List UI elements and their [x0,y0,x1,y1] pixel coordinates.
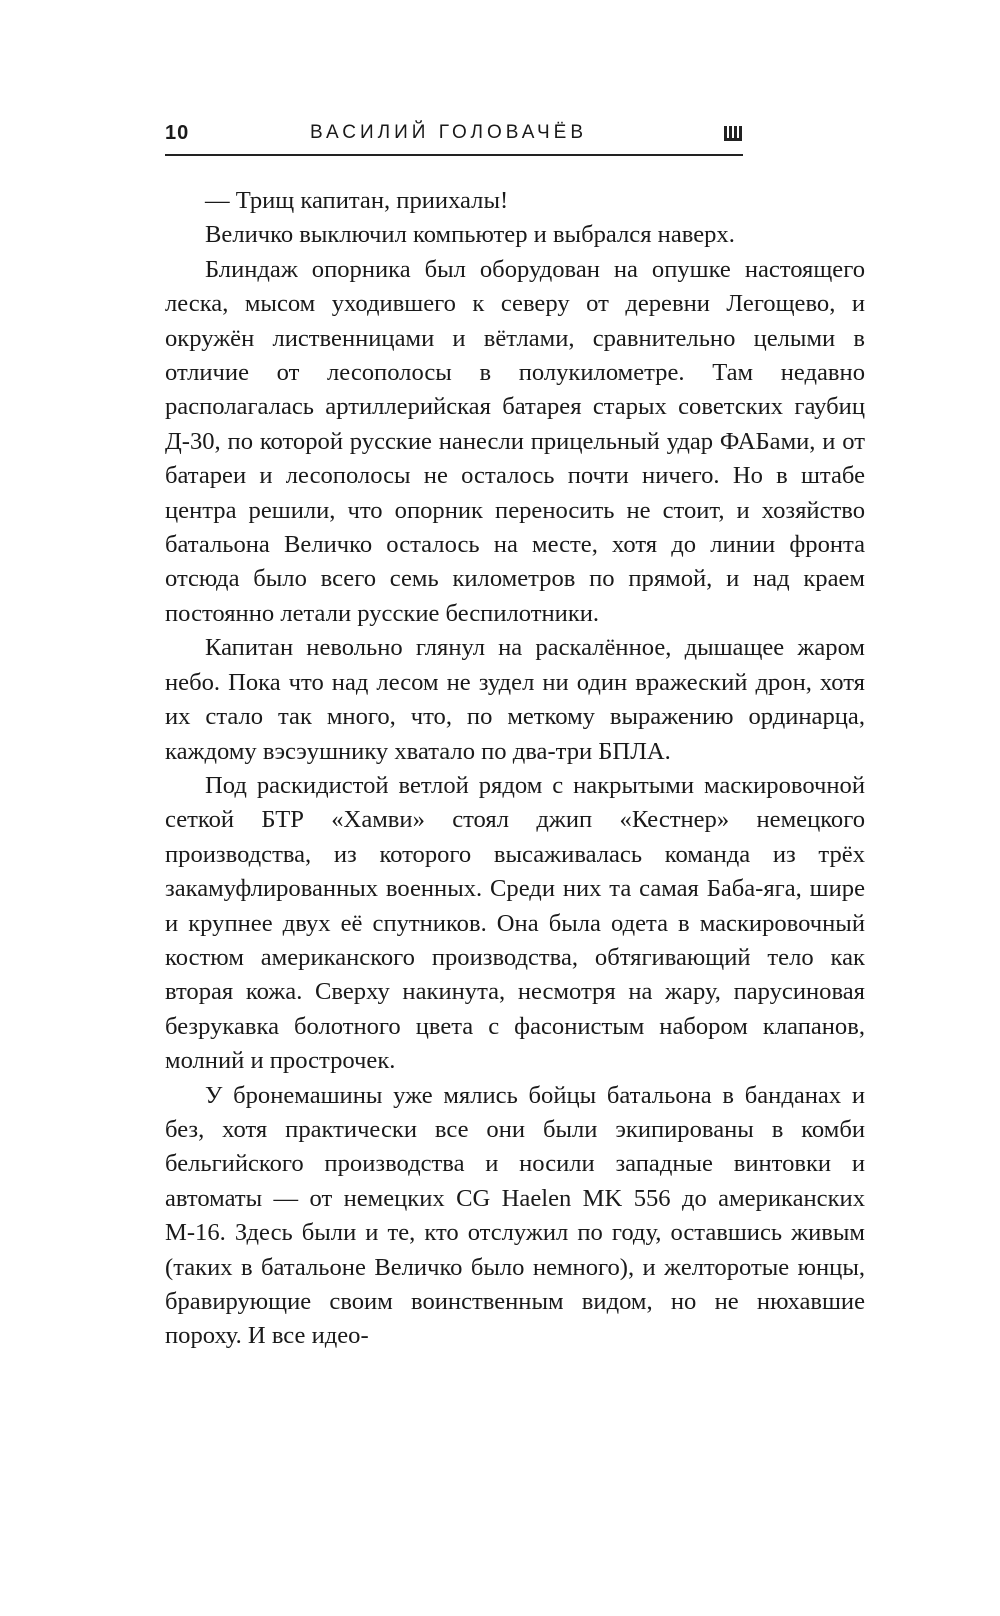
text-body [165,184,865,1354]
paragraph: У бронемашины уже мялись бойцы батальона в банданах и без, хотя практически все они были экипированы в комби бельгийского производства и носили западные винтовки и автоматы — от немецких CG Haelen MK 556 до американских М-16. Здесь были и те, кто отслужил по году, оставшись живым (таких в батальоне Величко было немного), и желторотые юнцы, бравирующие своим воинственным видом, но не нюхавшие пороху. И все идео- [165,1081,865,1350]
paragraph: Блиндаж опорника был оборудован на опушке настоящего леска, мысом уходившего к северу от деревни Легощево, и окружён лиственницами и вётлами, сравнительно целыми в отличие от лесополосы в полукилометре. Там недавно располагалась артиллерийская батарея старых советских гаубиц Д-30, по которой русские нанесли прицельный удар ФАБами, и от батареи и лесополосы не осталось почти ничего. Но в штабе центра решили, что опорник переносить не стоит, и хозяйство батальона Величко осталось на месте, хотя до линии фронта отсюда было всего семь километров по прямой, и над краем постоянно летали русские беспилотники. [165,255,865,627]
paragraph: Капитан невольно глянул на раскалённое, дышащее жаром небо. Пока что над лесом не зудел ни один вражеский дрон, хотя их стало так много, что, по меткому выражению ординарца, каждому вэсэушнику хватало по два-три БПЛА. [165,634,865,765]
paragraph: — Трищ капитан, приихалы! [205,187,509,214]
running-head [165,118,743,156]
publisher-logo-icon [723,124,743,144]
author-name: ВАСИЛИЙ ГОЛОВАЧЁВ [310,122,588,143]
paragraph: Под раскидистой ветлой рядом с накрытыми маскировочной сеткой БТР «Хамви» стоял джип «Кестнер» немецкого производства, из которого высаживалась команда из трёх закамуфлированных военных. Среди них та самая Баба-яга, шире и крупнее двух её спутников. Она была одета в маскировочный костюм американского производства, обтягивающий тело как вторая кожа. Сверху накинута, несмотря на жару, парусиновая безрукавка болотного цвета с фасонистым набором клапанов, молний и прострочек. [165,771,865,1075]
paragraph: Величко выключил компьютер и выбрался наверх. [205,221,735,249]
book-page [165,118,865,1354]
page-number: 10 [165,122,190,144]
